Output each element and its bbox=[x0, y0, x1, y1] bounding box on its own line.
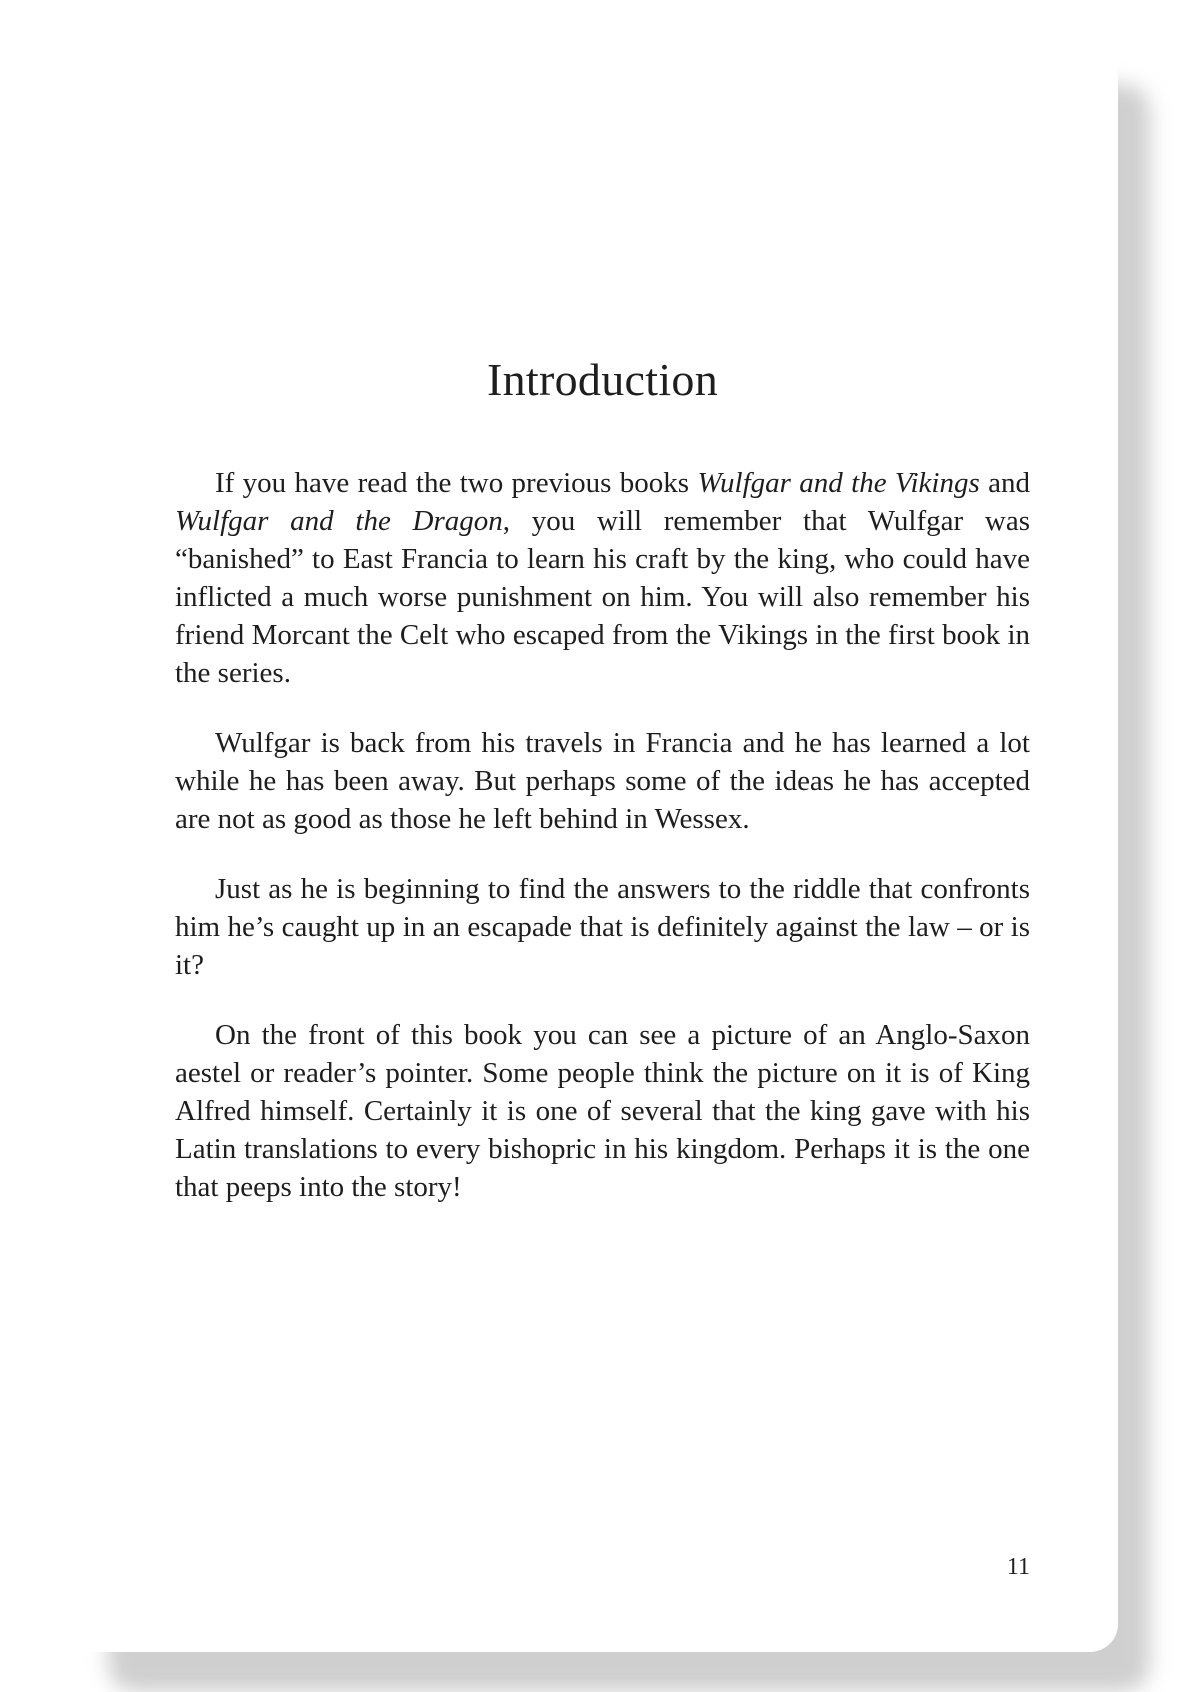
paragraph bbox=[175, 870, 1030, 984]
paragraph bbox=[175, 464, 1030, 692]
text-span: , you will remember that Wulfgar was “banished” to East Francia to learn his craft by the king, who could have inflicted a much worse punishment on him. You will also remember his friend Morcant the Celt who escaped from the Vikings in the first book in the series. bbox=[175, 504, 1030, 689]
text-span: On the front of this book you can see a picture of an Anglo-Saxon aestel or reader’s pointer. Some people think the picture on it is of King Alfred himself. Certainly it is one of several that the king gave with his Latin translations to every bishopric in his kingdom. Perhaps it is the one that peeps into the story! bbox=[175, 1018, 1030, 1203]
book-title-italic: Wulfgar and the Vikings bbox=[697, 466, 980, 499]
text-span: Wulfgar is back from his travels in Francia and he has learned a lot while he has been away. But perhaps some of the ideas he has accepted are not as good as those he left behind in Wessex. bbox=[175, 726, 1030, 835]
text-span: Just as he is beginning to find the answers to the riddle that confronts him he’s caught up in an escapade that is definitely against the law – or is it? bbox=[175, 872, 1030, 981]
page-content bbox=[175, 355, 1030, 1238]
text-span: and bbox=[979, 466, 1030, 499]
paragraph bbox=[175, 1016, 1030, 1206]
text-span: If you have read the two previous books bbox=[215, 466, 698, 499]
paragraph bbox=[175, 724, 1030, 838]
page-number: 11 bbox=[1006, 1554, 1030, 1580]
book-title-italic: Wulfgar and the Dragon bbox=[175, 504, 503, 537]
chapter-title: Introduction bbox=[487, 354, 718, 405]
